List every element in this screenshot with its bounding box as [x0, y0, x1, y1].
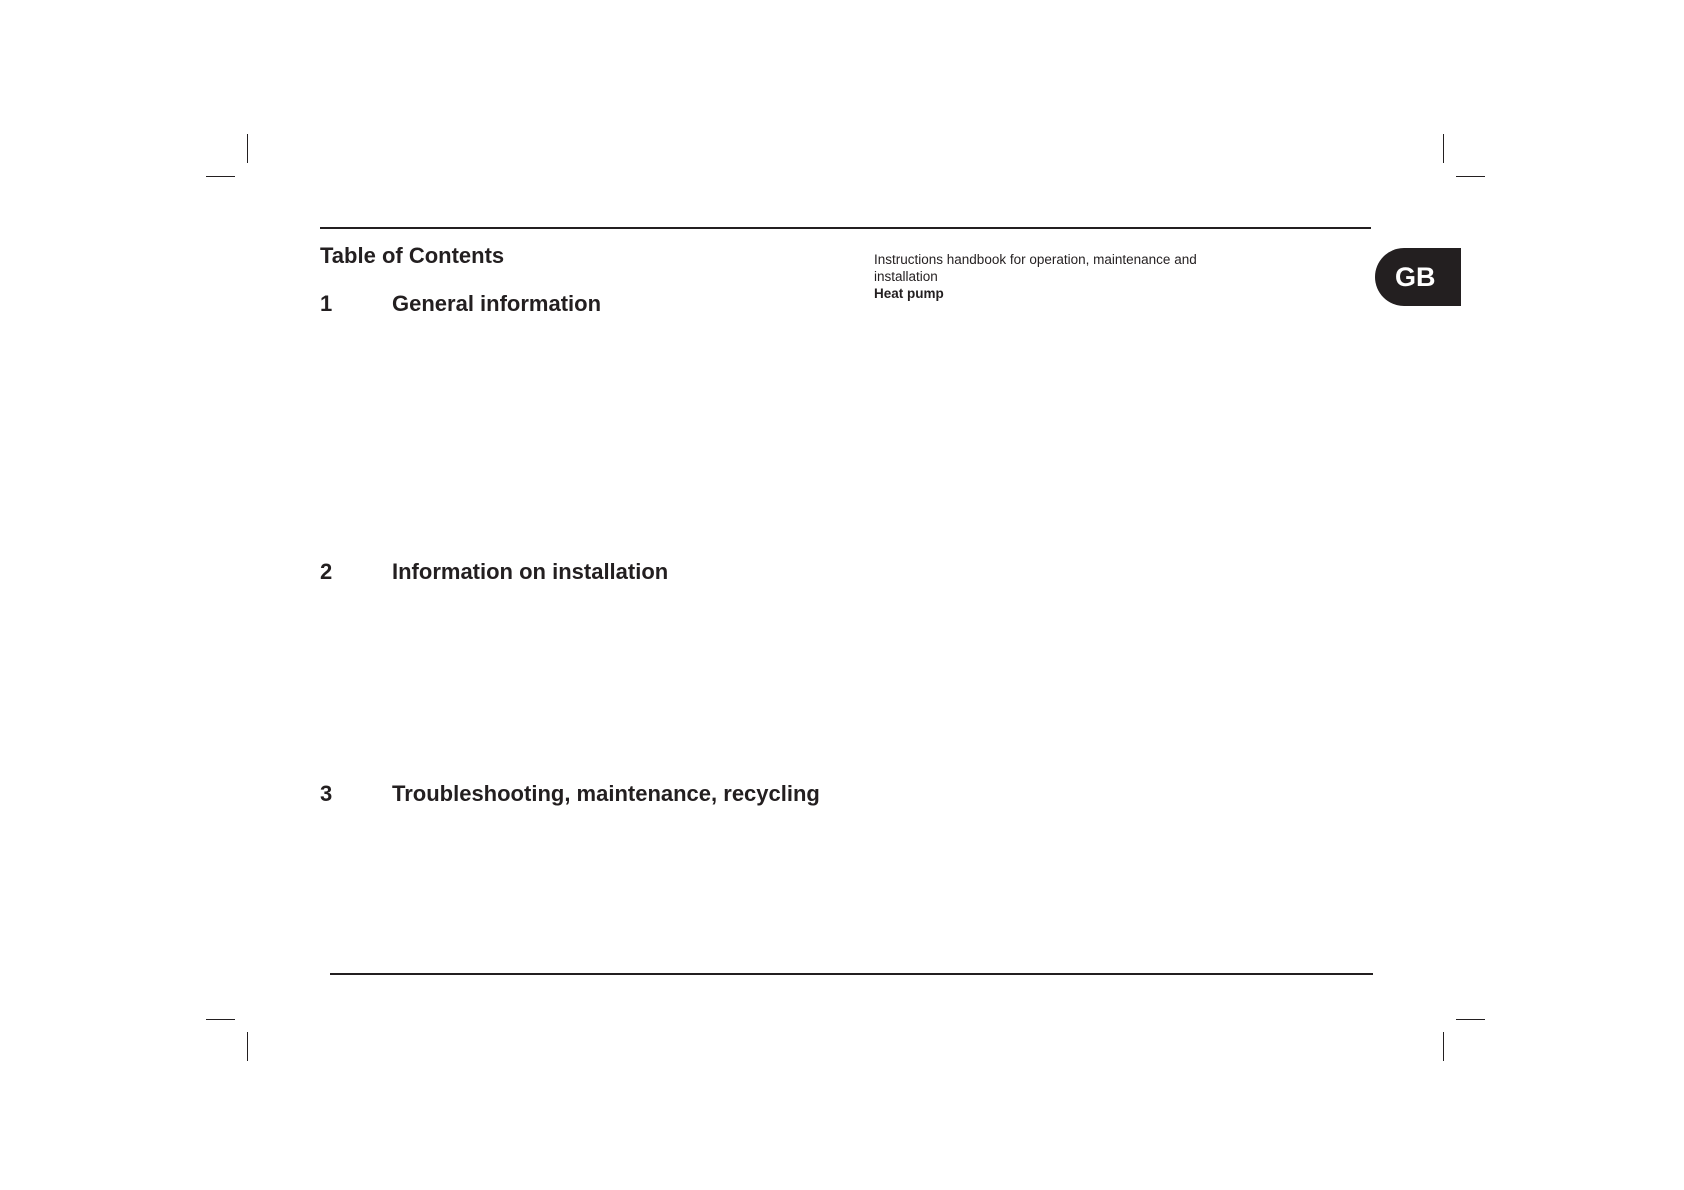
chapter-number: 3	[320, 781, 333, 806]
crop-mark-top-right-horizontal	[1456, 176, 1485, 177]
top-rule	[320, 227, 1371, 229]
bottom-rule	[330, 973, 1373, 975]
crop-mark-bottom-left-vertical	[247, 1032, 248, 1061]
handbook-line-1: Instructions handbook for operation, maintenance and	[874, 252, 1197, 267]
crop-mark-bottom-right-vertical	[1443, 1032, 1444, 1061]
crop-mark-top-right-vertical	[1443, 134, 1444, 163]
chapter-number: 2	[320, 559, 333, 584]
chapter-title: Information on installation	[392, 559, 669, 584]
crop-mark-top-left-vertical	[247, 134, 248, 163]
handbook-description	[874, 251, 1234, 302]
crop-mark-top-left-horizontal	[206, 176, 235, 177]
language-tab: GB	[1375, 248, 1461, 306]
chapter-title: General information	[392, 291, 602, 316]
toc-title: Table of Contents	[320, 243, 505, 268]
crop-mark-bottom-right-horizontal	[1456, 1019, 1485, 1020]
crop-mark-bottom-left-horizontal	[206, 1019, 235, 1020]
handbook-line-2: installation	[874, 269, 938, 284]
chapter-number: 1	[320, 291, 333, 316]
chapter-title: Troubleshooting, maintenance, recycling	[392, 781, 820, 806]
product-name: Heat pump	[874, 286, 944, 301]
